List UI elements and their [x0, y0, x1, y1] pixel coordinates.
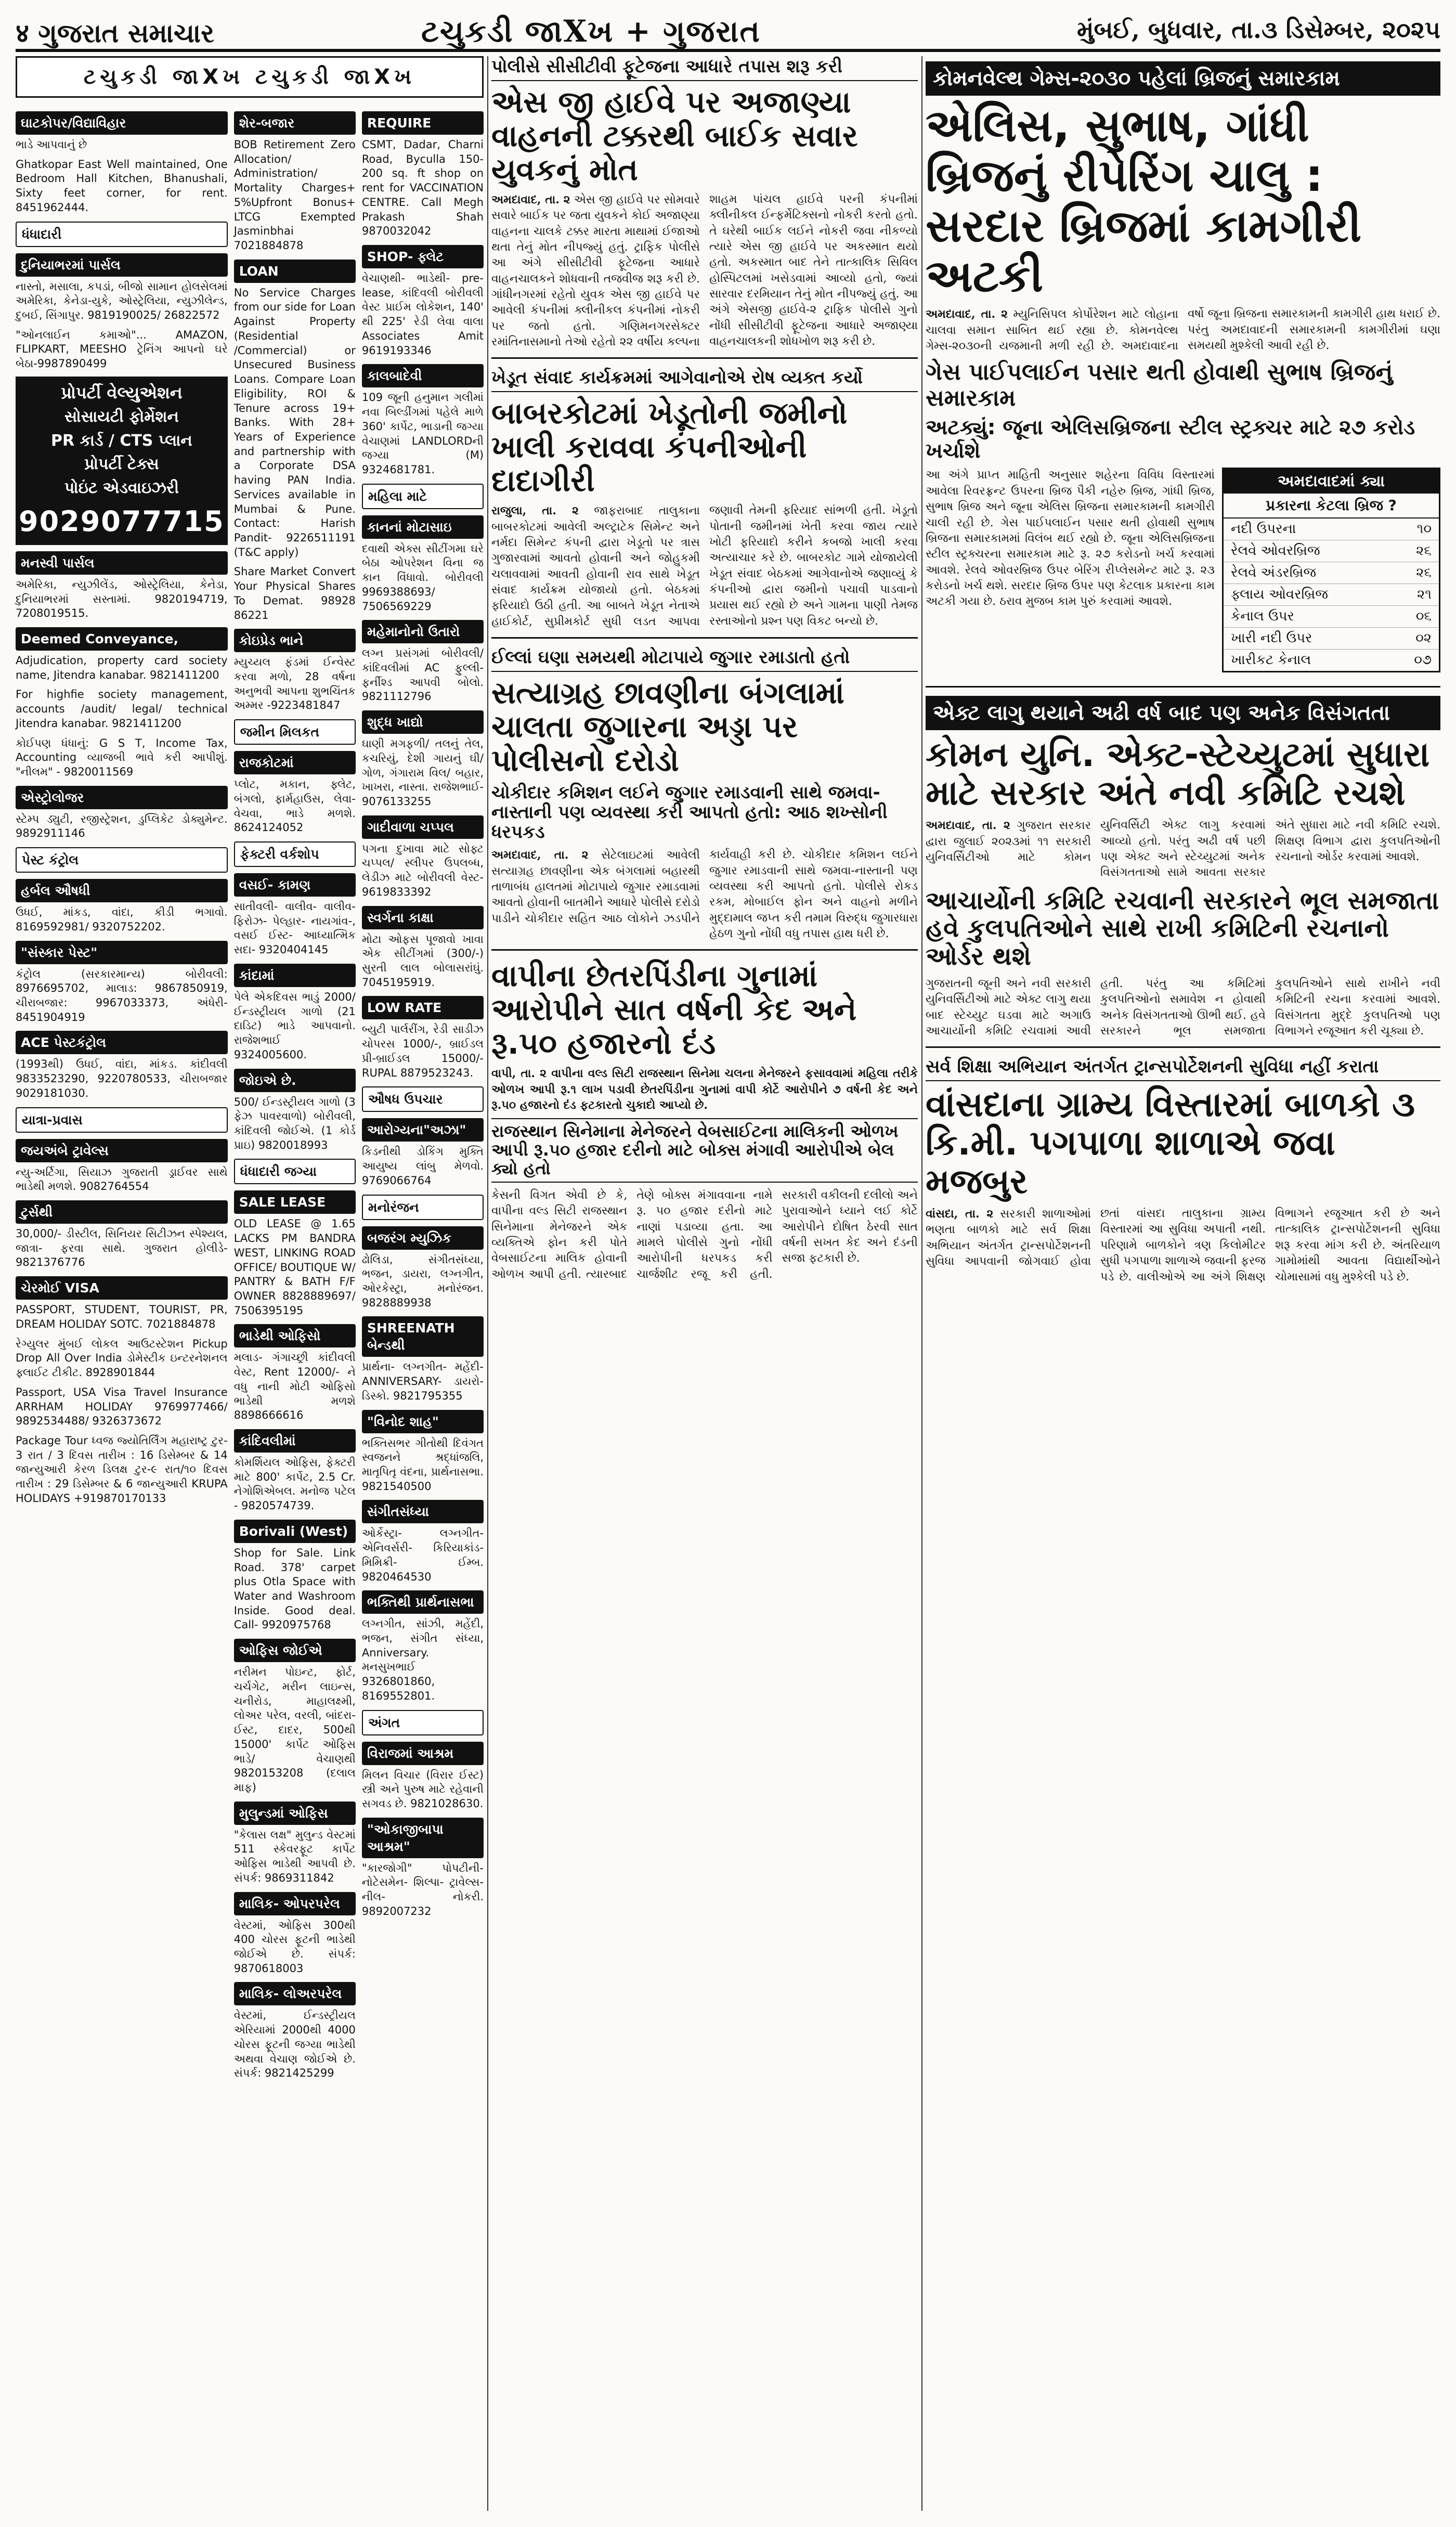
bridge-count: ૦૬: [1415, 608, 1432, 625]
classifieds-column: [16, 56, 484, 2511]
masthead: [16, 9, 1440, 52]
classified-heading: LOAN: [234, 260, 356, 283]
table-title: અમદાવાદમાં ક્યા: [1224, 469, 1439, 494]
classified-ad: લગ્નગીત, સાંઝી, મહેંદી, ભજન, સંગીત સંધ્યા, Anniversary. મનસુખભાઈ 9326801860, 8169552801.: [361, 1617, 484, 1702]
bridge-type: રેલવે અંડરબ્રિજ: [1231, 565, 1317, 581]
classified-heading: "ઓકાજીબાપા આશ્રમ": [362, 1818, 484, 1858]
classified-heading: કાંદિવલીમાં: [234, 1429, 356, 1453]
section-title: ટચુકડી જાXખ + ગુજરાત: [421, 14, 761, 49]
classified-heading: SHREENATH બેન્ડથી: [362, 1316, 484, 1357]
classified-ad: 109 જૂની હનુમાન ગલીમાં નવા બિલ્ડીંગમાં પહેલે માળે 360' કાર્પેટ, ભાડાની જગ્યા વેચાણમાં LANDLORDની જગ્યા (M) 9324681781.: [361, 391, 484, 476]
classified-heading: SALE LEASE: [234, 1190, 356, 1214]
classified-heading: જયઅંબે ટ્રાવેલ્સ: [16, 1139, 228, 1162]
classifieds-col-1: [16, 105, 228, 2497]
article-body: [491, 847, 918, 942]
classified-ad: ભક્તિસભર ગીતોથી દિવંગત સ્વજનને શ્રદ્ધાંજલિ, માતૃપિતૃ વંદના, પ્રાર્થનાસભા. 9821540500: [361, 1436, 484, 1493]
classified-heading: REQUIRE: [362, 111, 484, 135]
subhead: આચાર્યોની કમિટિ રચવાની સરકારને ભૂલ સમજાતા હવે કુલપતિઓને સાથે રાખી કમિટિની રચનાનો ઓર્ડર થશે: [926, 886, 1439, 971]
ad-line: PR કાર્ડ / CTS પ્લાન: [50, 431, 192, 450]
classified-ad: 30,000/- ડીસ્ટીલ, સિનિયર સિટીઝન સ્પેશ્યલ, જાત્રા- ફરવા સાથે. ગુજરાત હોલીડે- 9821376776: [16, 1227, 228, 1269]
bridge-count: ૦૨: [1415, 630, 1432, 646]
kicker: એક્ટ લાગુ થયાને અઢી વર્ષ બાદ પણ અનેક વિસંગતતા: [926, 696, 1440, 730]
classified-ad: પ્રાર્થના- લગ્નગીત- મહેંદી- ANNIVERSARY- ડાયરો- ડિસ્કો. 9821795355: [361, 1360, 484, 1402]
ad-phone: 9029077715: [19, 504, 225, 538]
classified-ad: ન્યુ-અર્ટિગા, સિયાઝ ગુજરાતી ડ્રાઈવર સાથે ભાડેથી મળશે. 9082764554: [16, 1165, 228, 1193]
article-lead: [491, 1066, 918, 1113]
story-vapi-fraud: [491, 959, 918, 1290]
page-name: ४ ગુજરાત સમાચાર: [16, 18, 215, 48]
classified-heading: વિરાજમાં આશ્રમ: [362, 1742, 484, 1765]
body-text: સેટેલાઇટમાં આવેલી સત્યાગ્રહ છાવણીના એક બંગલામાં બહારથી તાળાબંધ હાલતમાં મોટાપાયે જુગાર રમાડવામાં આવતો હોવાની બાતમીને આધારે પોલીસે દરોડો પાડીને ચોકીદાર સહિત આઠ લોકોને ઝડપીને કાર્યવાહી કરી છે. ચોકીદાર કમિશન લઈને જુગાર રમાડવાની સાથે જમવા-નાસ્તાની પણ વ્યવસ્થા કરી આપતો હતો. પોલીસે રોકડ રકમ, મોબાઈલ ફોન અને વાહનો મળીને મુદ્દામાલ જપ્ત કરી તમામ વિરુદ્ધ જુગારધારા હેઠળ ગુનો નોંધી વધુ તપાસ હાથ ધરી છે.: [491, 848, 918, 941]
classified-heading: LOW RATE: [362, 996, 484, 1019]
classified-heading: મુલુન્ડમાં ઓફિસ: [234, 1802, 356, 1825]
classified-heading: માલિક- ઓપરપરેલ: [234, 1892, 356, 1915]
classified-ad: CSMT, Dadar, Charni Road, Byculla 150- 200 sq. ft shop on rent for VACCINATION CENTRE. Call Megh Prakash Shah 9870032042: [361, 138, 484, 238]
classified-ad: 500/ ઈન્ડસ્ટ્રીયલ ગાળો (3 ફેઝ પાવરવાળો) બોરીવલી, કાંદિવલી જોઈએ. (1 કોર્ડ પ્રાઇ) 9820018993: [233, 1095, 356, 1151]
classified-ad: પગના દુખાવા માટે સોફ્ટ ચપ્પલ/ સ્લીપર ઉપલબ્ધ, લેડીઝ માટે બોરીવલી વેસ્ટ- 9619833392: [361, 842, 484, 898]
bridge-count: ૨૧: [1416, 587, 1432, 603]
body-text: મ્યુનિસિપલ કોર્પોરેશન માટે લોહાના ચાલવા સમાન સાબિત થઈ રહ્યા છે. કોમનવેલ્થ ગેમ્સ-૨૦૩૦ની યજમાની મળી રહી છે. અમદાવાદના વર્ષો જૂના બ્રિજના સમારકામની કામગીરી હાથ ધરાઈ છે. પરંતુ અમદાવાદની સમારકામની કામગીરીમાં ઘણા સમયથી મુશ્કેલી આવી રહી છે.: [926, 307, 1440, 353]
classified-heading: યાત્રા-પ્રવાસ: [16, 1107, 228, 1133]
bridge-type: રેલવે ઓવરબ્રિજ: [1231, 543, 1320, 559]
classified-heading: Deemed Conveyance,: [16, 627, 228, 651]
classified-heading: મહિલા માટે: [362, 484, 484, 509]
classified-ad: Package Tour ધ્વજ જ્યોતિર્લિંગ મહારાષ્ટ્ર ટુર- 3 રાત / 3 દિવસ તારીખ : 16 ડિસેમ્બર & 14 જાન્યુઆરી કેરળ ડિલક્ષ ટુર-૯ રાત/૧૦ દિવસ તારીખ : 29 ડિસેમ્બર & 6 જાન્યુઆરી KRUPA HOLIDAYS +919870170133: [16, 1434, 228, 1505]
classified-ad: કોઈપણ ધંધાનું: G S T, Income Tax, Accounting વ્યાજબી ભાવે કરી આપીશું. "નીલમ" - 9820011569: [16, 736, 228, 778]
classified-ad: ઘાણી મગફળી/ તલનું તેલ, કચરિયું, દેશી ગાયનું ઘી/ ગોળ, ગંગારામ વિલ/ બહાર, ખાખરા, નાસ્તા. રાજેશભાઈ- 9076133255: [361, 737, 484, 808]
classified-ad: પેલે એકદિવસ ભાડું 2000/ ઈન્ડસ્ટ્રીયલ ગાળો (21 દાડિટ) ભાડે આપવાનો. રાજેશભાઈ 9324005600.: [233, 990, 356, 1061]
article-body: કેસની વિગત એવી છે કે, વાપીના વલ્ડ સિટી રાજસ્થાન સિનેમાના મેનેજરને એક વ્યક્તિએ ફોન કરી પોતે વેબસાઈટના માલિક હોવાની ઓળખ આપી હતી. ત્યારબાદ તેણે બોક્સ મંગાવવાના નામે રૂ. ૫૦ હજાર દરીનો માટે નાણાં પડાવ્યા હતા. આ મામલે પોલીસે ગુનો નોંધી આરોપીની ધરપકડ કરી ચાર્જશીટ રજૂ કરી હતી. સરકારી વકીલની દલીલો અને પુરાવાઓને ધ્યાને લઈ કોર્ટે આરોપીને દોષિત ઠેરવી સાત વર્ષની સખત કેદ અને દંડની સજા ફટકારી છે.: [491, 1188, 918, 1281]
classified-ad: કંટ્રોલ (સરકારમાન્ય) બોરીવલી: 8976695702, માલાડ: 9867850919, ચીરાબજાર: 9967033373, અંધેરી- 8451904919: [16, 967, 228, 1023]
news-column-b: [491, 56, 918, 2511]
classified-heading: ટુર્સથી: [16, 1200, 228, 1224]
classifieds-banner: ટચુકડી જાXખ ટચુકડી જાXખ: [16, 56, 484, 98]
dateline: રાજુલા, તા. ૨: [491, 504, 579, 518]
classified-heading: ધંધાદારી: [16, 222, 228, 247]
classified-heading: ધંધાદારી જગ્યા: [234, 1159, 356, 1184]
dateline: વાંસદા, તા. ૨: [926, 1207, 994, 1221]
classified-heading: માલિક- લોઅરપરેલ: [234, 1982, 356, 2005]
column-divider: [921, 56, 922, 2511]
bridge-count: ૨૬: [1416, 565, 1432, 581]
classified-heading: ઔષધ ઉપચાર: [362, 1086, 484, 1112]
classified-ad: લગ્ન પ્રસંગમાં બોરીવલી/ કાંદિવલીમાં AC ફુલ્લી- ફર્નીશ્ડ આપવી બોલો. 9821112796: [361, 647, 484, 703]
classified-heading: હર્બલ ઔષધી: [16, 879, 228, 902]
classified-ad: ઉધઈ, માંકડ, વાંદા, કીડી ભગાવો. 8169592981/ 9320752202.: [16, 906, 228, 933]
classified-ad: વેસ્ટમાં, ઈન્ડસ્ટ્રીયલ એરિયામાં 2000થી 4000 ચોરસ ફૂટની જગ્યા ભાડેથી અથવા વેચાણ જોઈએ છે. સંપર્ક: 9821425299: [233, 2009, 356, 2080]
headline: સત્યાગ્રહ છાવણીના બંગલામાં ચાલતા જુગારના અડ્ડા પર પોલીસનો દરોડો: [491, 675, 844, 779]
article-lead: [926, 818, 1440, 880]
table-row: [1224, 584, 1439, 606]
classified-heading: ચેરમોઈ VISA: [16, 1276, 228, 1300]
dateline: વાપી, તા. ૨: [491, 1067, 547, 1081]
table-row: [1224, 650, 1439, 671]
classified-ad: "ઓનલાઈન કમાઓ"... AMAZON, FLIPKART, MEESHO ટ્રેનિંગ આપનો ઘરે બેઠા-9987890499: [16, 328, 228, 370]
classified-heading: વસઈ- કામણ: [234, 873, 356, 897]
bridge-type: કેનાલ ઉપર: [1231, 608, 1294, 625]
headline: વાંસદાના ગ્રામ્ય વિસ્તારમાં બાળકો ૩ કિ.મી. પગપાળા શાળાએ જવા મજબુર: [926, 1084, 1415, 1202]
article-body: આ અંગે પ્રાપ્ત માહિતી અનુસાર શહેરના વિવિધ વિસ્તારમાં આવેલા રિવરફ્રન્ટ ઉપરના બ્રિજ પૈકી નહેરુ બ્રિજ, ગાંધી બ્રિજ, સુભાષ બ્રિજ અને જૂના એલિસ બ્રિજના સમારકામની કામગીરી ચાલી રહી છે. ગેસ પાઈપલાઈન પસાર થતી હોવાથી સુભાષ બ્રિજના સમારકામમાં વિલંબ થઈ રહ્યો છે. જૂના એલિસબ્રિજના સ્ટીલ સ્ટ્રક્ચરના સમારકામ માટે રૂ. ૨૭ કરોડનો ખર્ચ કરવામાં આવશે. રેલવે ઓવરબ્રિજ ઉપર બેરિંગ રીપ્લેસમેન્ટ માટે રૂ. ૨૩ કરોડનો ખર્ચ થશે. સરદાર બ્રિજ ઉપર પણ કેટલાક પ્રકારના કામ અટકી ગયા છે. ઠરાવ મુજબ કામ પુરું કરવામાં આવશે.: [926, 469, 1215, 608]
classified-ad: કિડનીથી ડોકિંગ મુક્તિ આયુષ્ય લાંબુ મેળવો. 9769066764: [361, 1145, 484, 1187]
article-body: [926, 1206, 1440, 1285]
classified-heading: બજરંગ મ્યુઝિક: [362, 1226, 484, 1250]
table-row: [1224, 606, 1439, 628]
headline: એસ જી હાઈવે પર અજાણ્યા વાહનની ટક્કરથી બાઈક સવાર યુવકનું મોત: [491, 84, 858, 187]
kicker: ખેડૂત સંવાદ કાર્યક્રમમાં આગેવાનોએ રોષ વ્યક્ત કર્યો: [491, 367, 918, 392]
classified-heading: એસ્ટ્રોલોજર: [16, 786, 228, 809]
ad-line: પોઇંટ એડવાઇઝરી: [64, 478, 179, 497]
classified-ad: કોમર્શિયલ ઓફિસ, ફેક્ટરી માટે 800' કાર્પેટ, 2.5 Cr. નેગોશિએબલ. મનોજ પટેલ - 9820574739.: [233, 1456, 356, 1512]
classified-heading: રાજકોટમાં: [234, 751, 356, 774]
table-row: [1224, 562, 1439, 584]
classified-ad: BOB Retirement Zero Allocation/ Administration/ Mortality Charges+ 5%Upfront Bonus+ LTCG Exempted Jasminbhai 7021884878: [233, 138, 356, 252]
classified-ad: સાતીવલી- વાલીવ- વાલીવ- ફિરોઝ- પેલ્હાર- નાયગાંવ-, વસઈ ઈસ્ટ- આધ્યાત્મિક સદા- 9320404145: [233, 900, 356, 956]
dateline: અમદાવાદ, તા. ૨: [491, 848, 589, 862]
classified-ad: No Service Charges from our side for Loan Against Property (Residential /Commercial) or Unsecured Business Loans. Compare Loan Eligibility, ROI & Tenure across 19+ Banks. With 28+ Years of Experience and partnership with a Corporate DSA having PAN India. Services available in Mumbai & Pune. Contact: Harish Pandit- 9226511191 (T&C apply): [233, 286, 356, 559]
headline: કોમન યુનિ. એક્ટ-સ્ટેચ્યુટમાં સુધારા માટે સરકાર અંતે નવી કમિટિ રચશે: [926, 734, 1430, 813]
classified-heading: મનસ્વી પાર્સલ: [16, 551, 228, 575]
classified-ad: OLD LEASE @ 1.65 LACKS PM BANDRA WEST, LINKING ROAD OFFICE/ BOUTIQUE W/ PANTRY & BATH F/F OWNER 8828889697/ 7506395195: [233, 1217, 356, 1317]
classified-ad: વેચાણથી- ભાડેથી- pre-lease, કાંદિવલી બોરીવલી વેસ્ટ પ્રાઈમ લોકેશન, 140' થી 225' રેડી લેવા વાલા Associates Amit 9619193346: [361, 272, 484, 357]
classified-ad: Adjudication, property card society name, Jitendra kanabar. 9821411200: [16, 654, 228, 681]
classified-heading: કોઇપ્રેડ ભાને: [234, 629, 356, 652]
property-valuation-ad: [16, 377, 228, 545]
table-subtitle: પ્રકારના કેટલા બ્રિજ ?: [1224, 494, 1439, 519]
ad-line: પ્રોપર્ટી વેલ્યુએશન: [61, 382, 183, 403]
table-row: [1224, 519, 1439, 540]
classified-heading: જમીન મિલકત: [234, 719, 356, 745]
classified-heading: ACE પેસ્ટકંટ્રોલ: [16, 1031, 228, 1054]
classified-ad: ભાડે આપવાનું છે: [16, 138, 87, 151]
classified-heading: ઘાટકોપર/વિદ્યાવિહાર: [16, 111, 228, 135]
dateline: અમદાવાદ, તા. ૨: [926, 307, 1008, 321]
classified-ad: ઢોલિડા, સંગીતસંધ્યા, ભજન, ડાયરા, લગ્નગીત, ઓરકેસ્ટ્રા, મનોરંજન. 9828889938: [361, 1253, 484, 1309]
story-bridge-repair: [926, 61, 1440, 688]
subhead: ગેસ પાઈપલાઈન પસાર થતી હોવાથી સુભાષ બ્રિજનું સમારકામ: [926, 359, 1393, 411]
classified-ad: Passport, USA Visa Travel Insurance ARRHAM HOLIDAY 9769977466/ 9892534488/ 9326373672: [16, 1385, 228, 1428]
classified-heading: શેર-બજાર: [234, 111, 356, 135]
story-gambling-raid: [491, 647, 918, 951]
classified-heading: કાલબાદેવી: [362, 364, 484, 387]
ad-line: સોસાયટી ફોર્મેશન: [64, 408, 179, 426]
classified-ad: નાસ્તો, મસાલા, કપડાં, બીજો સામાન હોલસેલમાં અમેરિકા, કેનેડા-યુકે, ઓસ્ટ્રેલિયા, ન્યુઝીલેન્ડ, દુબઈ, સિંગાપુર. 9819190025/ 26822572: [16, 280, 228, 322]
classified-heading: શુદ્ધ ખાદ્યો: [362, 710, 484, 734]
classified-ad: રેગ્યુલર મુંબઈ લોકલ આઉટસ્ટેશન Pickup Drop All Over India ડોમેસ્ટીક ઇન્ટરનેશનલ ફ્લાઈટ ટીકીટ. 8928901844: [16, 1337, 228, 1379]
classified-heading: SHOP- ફ્લેટ: [362, 245, 484, 268]
classified-heading: "સંસ્કાર પેસ્ટ": [16, 941, 228, 964]
classified-ad: (1993થી) ઉધઈ, વાંદા, માંકડ. કાંદીવલી 9833523290, 9220780533, ચીરાબજાર 9029181030.: [16, 1058, 228, 1099]
classified-ad: મ્યુચ્યલ ફંડમાં ઈન્વેસ્ટ કરવા મળો, 28 વર્ષના અનુભવી આપના શુભચિંતક અમ્મર -9223481847: [233, 656, 356, 712]
subhead-2: અટક્યું: જૂના એલિસબ્રિજના સ્ટીલ સ્ટ્રક્ચર માટે ૨૭ કરોડ ખર્ચાશે: [926, 415, 1415, 463]
classified-heading: અંગત: [362, 1710, 484, 1735]
classified-ad: Ghatkopar East Well maintained, One Bedroom Hall Kitchen, Bhanushali, Sixty feet corner, for rent. 8451962444.: [16, 158, 228, 214]
classified-ad: For highfie society management, accounts /audit/ legal/ technical Jitendra kanabar. 9821411200: [16, 688, 228, 730]
table-row: [1224, 540, 1439, 562]
body-text: એસ જી હાઈવે પર સોમવારે સવારે બાઈક પર જતા યુવકને કોઈ અજાણ્યા વાહનના ચાલકે ટક્કર મારતા માથામાં ઈજાઓ થતા તેનું મોત નીપજ્યું હતું. ટ્રાફિક પોલીસે આ અંગે સીસીટીવી ફૂટેજના આધારે વાહનચાલકને શોધવાની તજવીજ શરૂ કરી છે. ગાંધીનગરમાં રહેતો યુવક એસ જી હાઈવે પર આવેલી કંપનીમાં ક્લીનીકલ કંપનીમાં નોકરી પર જતો હતો. ગણિમનગરસેક્ટર રમાંતિનાસમાનો તેઓ રહેતો ૨૨ વર્ષીય કલ્પના શાહમ પાંચલ હાઈવે પરની કંપનીમાં ક્લીનીકલ ઈન્ફર્મેટિક્સનો નોકરી કરતો હતો. તે ઘરેથી બાઈક લઈને નોકરી જવા નીકળ્યો ત્યારે એસ જી હાઈવે પર અકસ્માત થયો હતો. અકસ્માત બાદ તેને તાત્કાલિક સિવિલ હોસ્પિટલમાં ખસેડવામાં આવ્યો હતો, જ્યાં સારવાર દરમિયાન તેનું મોત નીપજ્યું હતું. આ અંગે એસજી હાઈવે-૨ ટ્રાફિક પોલીસે ગુનો નોંધી સીસીટીવી ફૂટેજના આધારે અજાણ્યા વાહનચાલકની શોધખોળ શરૂ કરી છે.: [491, 192, 918, 349]
kicker: પોલીસે સીસીટીવી ફૂટેજના આધારે તપાસ શરૂ કરી: [491, 56, 918, 81]
classified-ad: ઓર્કેસ્ટ્રા- લગ્નગીત- એનિવર્સરી- કિરિયાકાંડ- મિમિક્રી- ઈમ્બ. 9820464530: [361, 1527, 484, 1583]
bridge-type: ખારી નદી ઉપર: [1231, 630, 1312, 646]
classified-heading: આરોગ્યના"અઝા": [362, 1118, 484, 1142]
headline: વાપીના છેતરપિંડીના ગુનામાં આરોપીને સાત વર્ષની કેદ અને રૂ.૫૦ હજારનો દંડ: [491, 958, 857, 1061]
story-babarkot-farmers: [491, 367, 918, 639]
classified-heading: ગાદીવાળા ચપ્પલ: [362, 815, 484, 839]
classifieds-col-3: [362, 105, 484, 2497]
issue-date: મુંબઈ, બુધવાર, તા.૩ ડિસેમ્બર, ૨૦૨૫: [1076, 16, 1440, 44]
story-common-university-act: [926, 696, 1440, 1048]
subhead: રાજસ્થાન સિનેમાના મેનેજરને વેબસાઈટના માલિકની ઓળખ આપી રૂ.૫૦ હજાર દરીનો માટે બોક્સ મંગાવી આરોપીએ બેલ ક્યો હતો: [491, 1118, 918, 1182]
story-vansda-children: [926, 1056, 1440, 1292]
classified-ad: "કેલાસ લક્ષ" મુલુન્ડ વેસ્ટમાં 511 સ્કેવરફૂટ કાર્પેટ ઓફિસ ભાડેથી આપવી છે. સંપર્ક: 9869311842: [233, 1828, 356, 1884]
classified-ad: "કારજોગી" પોપટીની- નોટેસમેન- શિલ્પા- ટ્રાવેલ્સ- નીલ- નોકરી. 9892007232: [361, 1861, 484, 1917]
classified-ad: દવાથી એક્સ સીટીંગમા ઘરે બેઠા ઓપરેશન વિના જ કાન વિંધાવો. બોરીવલી 9969388693/ 7506569229: [361, 542, 484, 613]
classified-ad: Shop for Sale. Link Road. 378' carpet plus Otla Space with Water and Washroom Inside. Good deal. Call- 9920975768: [233, 1546, 356, 1631]
classified-ad: મોટા ઓફસ પૂજાવો ખાવા એક સીટીંગમાં (300/-) સુરતી લાલ બોલાસરાંઘું. 7045195919.: [361, 932, 484, 989]
article-body: [491, 192, 918, 351]
article-body: [491, 503, 918, 630]
classifieds-col-2: [234, 105, 356, 2497]
dateline: અમદાવાદ, તા. ૨: [491, 192, 570, 206]
classified-heading: મનોરંજન: [362, 1195, 484, 1220]
bridge-count-table: [1222, 468, 1440, 672]
table-row: [1224, 628, 1439, 650]
bridge-count: ૧૦: [1416, 521, 1432, 537]
dateline: અમદાવાદ, તા. ૨: [926, 819, 1010, 833]
classified-heading: કાંદામાં: [234, 964, 356, 987]
bridge-count: ૦૭: [1414, 652, 1432, 668]
article-lead: [926, 306, 1440, 354]
article-body: ગુજરાતની જૂની અને નવી સરકારી યુનિવર્સિટીઓ માટે એક્ટ લાગુ થયા બાદ સ્ટેચ્યુટ ઘડવા માટે અગાઉ આચાર્યોની કમિટિ રચવામાં આવી હતી. પરંતુ આ કમિટિમાં કુલપતિઓનો સમાવેશ ન હોવાથી અનેક વિસંગતતાઓ ઊભી થઈ. હવે સરકારને ભૂલ સમજાતા કુલપતિઓને સાથે રાખીને નવી કમિટિની રચના કરવામાં આવશે. વિસંગતતા મુદ્દે કુલપતિઓ પણ વિભાગને રજૂઆત કરી ચૂક્યા છે.: [926, 977, 1440, 1038]
subhead: ચોકીદાર કમિશન લઈને જુગાર રમાડવાની સાથે જમવા-નાસ્તાની પણ વ્યવસ્થા કરી આપતો હતો: આઠ શખ્સોની ધરપકડ: [491, 782, 888, 843]
classified-heading: ભાડેથી ઓફિસો: [234, 1324, 356, 1347]
classified-heading: પેસ્ટ કંટ્રોલ: [16, 847, 228, 873]
classified-ad: મલાડ- ગંગાચ્છ્રી કાંદીવલી વેસ્ટ, Rent 12000/- ને વધુ નાની મોટી ઓફિસો ભાડેથી મળશે 8898666616: [233, 1351, 356, 1422]
classified-heading: સંગીતસંધ્યા: [362, 1500, 484, 1523]
classified-heading: ફેક્ટરી વર્કશોપ: [234, 841, 356, 867]
classified-heading: મહેમાનોનો ઉતારો: [362, 620, 484, 643]
bridge-type: નદી ઉપરના: [1231, 521, 1296, 537]
bridge-type: ફ્લાય ઓવરબ્રિજ: [1231, 587, 1328, 603]
news-column-c: [926, 56, 1440, 2511]
classified-ad: વેસ્ટમાં, ઓફિસ 300થી 400 ચોરસ ફૂટની ભાડેથી જોઈએ છે. સંપર્ક: 9870618003: [233, 1919, 356, 1975]
classified-ad: સ્ટેમ્પ ડ્યુટી, રજીસ્ટ્રેશન, ડુપ્લિકેટ ડોક્યુમેન્ટ. 9892911146: [16, 812, 228, 840]
classified-ad: અમેરિકા, ન્યુઝીલેંડ, ઓસ્ટ્રેલિયા, કેનેડા, દુનિયાભરમાં સસ્તામાં. 9820194719, 7208019515.: [16, 578, 228, 620]
bridge-type: ખારીકટ કેનાલ: [1231, 652, 1311, 668]
kicker: કોમનવેલ્થ ગેમ્સ-૨૦૩૦ પહેલાં બ્રિજનું સમારકામ: [926, 61, 1440, 96]
headline: બાબરકોટમાં ખેડૂતોની જમીનો ખાલી કરાવવા કંપનીઓની દાદાગીરી: [491, 395, 848, 499]
classified-ad: મિલન વિચાર (વિરાર ઈસ્ટ) સ્ત્રી અને પુરુષ માટે રહેવાની સગવડ છે. 9821028630.: [361, 1768, 484, 1810]
kicker: ઈલ્લાં ઘણા સમયથી મોટાપાયે જુગાર રમાડાતો હતો: [491, 647, 918, 672]
classified-heading: કાનનાં મોટાસાઇ: [362, 515, 484, 539]
classified-heading: સ્વર્ગના કાક્ષા: [362, 906, 484, 929]
kicker: સર્વ શિક્ષા અભિયાન અંતર્ગત ટ્રાન્સપોર્ટેશનની સુવિધા નહીં કરાતા: [926, 1056, 1440, 1081]
classified-ad: પ્લોટ, મકાન, ફ્લેટ, બંગલો, ફાર્મહાઉસ, લેવા- વેચવા, ભાડે મળશે. 8624124052: [233, 778, 356, 834]
body-text: જાફરાબાદ તાલુકાના બાબરકોટમાં આવેલી અલ્ટ્રાટેક સિમેન્ટ અને નર્મદા સિમેન્ટ કંપની દ્વારા ખેડૂતો પર ત્રાસ ગુજારવામાં આવતો હોવાની અને જોહુકમી ચલાવવામાં આવતી હોવાની રાવ સાથે ખેડૂત સંવાદ કાર્યક્રમ યોજાયો હતો. બેઠકમાં ફરિયાદો ઉઠી હતી. આ બાબતે ખેડૂત નેતાએ હાઈકોર્ટ, સુપ્રીમકોર્ટ સુધી લડત આપવા જણાવી તેમની ફરિયાદ સાંભળી હતી. ખેડૂતો પોતાની જમીનમાં ખેતી કરવા જાય ત્યારે ખોટી ફરિયાદો કરીને કબજો ખાલી કરવા અત્યાચાર કરે છે. બાબરકોટ ગામે યોજાયેલી ખેડૂત સંવાદ બેઠકમાં આગેવાનોએ જણાવ્યું કે કંપનીઓ દ્વારા જમીનો પચાવી પાડવાનો પ્રયાસ થઈ રહ્યો છે અને ગામના પાણી તેમજ રસ્તાઓનો પ્રશ્ન પણ વિકટ બન્યો છે.: [491, 504, 918, 628]
column-divider: [487, 56, 488, 2511]
headline: એલિસ, સુભાષ, ગાંધી બ્રિજનું રીપેરિંગ ચાલુ : સરદાર બ્રિજમાં કામગીરી અટકી: [926, 100, 1362, 302]
classified-heading: જોઇએ છે.: [234, 1069, 356, 1092]
story-highway-accident: [491, 56, 918, 359]
classified-heading: Borivali (West): [234, 1520, 356, 1543]
classified-heading: ઓફિસ જોઈએ: [234, 1639, 356, 1662]
body-text: સરકારી શાળાઓમાં ભણતા બાળકો માટે સર્વ શિક્ષા અભિયાન અંતર્ગત ટ્રાન્સપોર્ટેશનની સુવિધા આપવાની જોગવાઈ હોવા છતાં વાંસદા તાલુકાના ગ્રામ્ય વિસ્તારમાં આ સુવિધા અપાતી નથી. પરિણામે બાળકોને ત્રણ કિલોમીટર સુધી પગપાળા શાળાએ જવાની ફરજ પડે છે. વાલીઓએ આ અંગે શિક્ષણ વિભાગને રજૂઆત કરી છે અને તાત્કાલિક ટ્રાન્સપોર્ટેશનની સુવિધા શરૂ કરવા માંગ કરી છે. અંતરિયાળ ગામોમાંથી આવતા વિદ્યાર્થીઓને ચોમાસામાં વધુ મુશ્કેલી પડે છે.: [926, 1207, 1440, 1284]
classified-heading: દુનિયાભરમાં પાર્સલ: [16, 253, 228, 277]
classified-heading: ભક્તિથી પ્રાર્થનાસભા: [362, 1590, 484, 1614]
classified-ad: બ્યુટી પાર્લરીંગ, રેડી સાડીઝ ચોપરસ 1000/-, બ્રાઈડલ પ્રી-બ્રાઈડલ 15000/- RUPAL 8879523243.: [361, 1023, 484, 1079]
ad-line: પ્રોપર્ટી ટેક્સ: [84, 455, 159, 474]
classified-heading: "વિનોદ શાહ": [362, 1410, 484, 1433]
classified-ad: PASSPORT, STUDENT, TOURIST, PR, DREAM HOLIDAY SOTC. 7021884878: [16, 1303, 228, 1330]
bridge-count: ૨૬: [1416, 543, 1432, 559]
classified-ad: નરીમન પોઇન્ટ, ફોર્ટ, ચર્ચગેટ, મરીન લાઇન્સ, ચનીરોડ, માહાલક્ષ્મી, લોઅર પરેલ, વરલી, બાંદરા-ઈસ્ટ, દાદર, 500થી 15000' કાર્પેટ ઓફિસ ભાડે/ વેચાણથી 9820153208 (દલાલ માફ): [233, 1666, 356, 1794]
lead-text: વાપીના વલ્ડ સિટી રાજસ્થાન સિનેમા ચલના મેનેજરને ફસાવવામાં મહિલા તરીકે ઓળખ આપી રૂ.૧ લાખ પડાવી છેતરપિંડીના ગુનામાં વાપી કોર્ટે આરોપીને ૭ વર્ષની કેદ અને રૂ.૫૦ હજારનો દંડ ફટકારતો ચુકાદો આપ્યો છે.: [491, 1067, 918, 1112]
body-text: ગુજરાત સરકાર દ્વારા જુલાઈ ૨૦૨૩માં ૧૧ સરકારી યુનિવર્સિટીઓ માટે કોમન યુનિવર્સિટી એક્ટ લાગુ કરવામાં આવ્યો હતો. પરંતુ અઢી વર્ષ પછી પણ એક્ટ અને સ્ટેચ્યુટમાં અનેક વિસંગતતાઓ સામે આવતા સરકાર અંતે સુધારા માટે નવી કમિટિ રચશે. શિક્ષણ વિભાગ દ્વારા કુલપતિઓની રચનાનો ઓર્ડર કરવામાં આવશે.: [926, 819, 1440, 879]
classified-ad: Share Market Convert Your Physical Shares To Demat. 98928 86221: [233, 565, 356, 621]
